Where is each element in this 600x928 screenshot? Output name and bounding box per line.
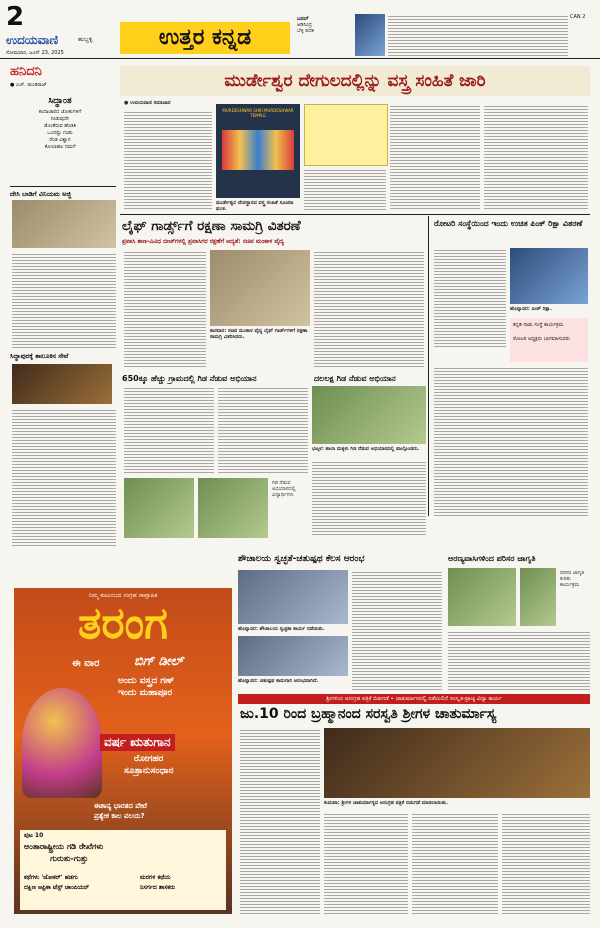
taranga-big-deal: ಬಿಗ್ ಡೀಲ್	[134, 654, 184, 669]
plant-story-sidebar: ಗಿಡ ನೆಡುವ ಅಭಿಯಾನದಲ್ಲಿ ವಿದ್ಯಾರ್ಥಿಗಳು	[272, 480, 296, 498]
taranga-bottom-head-1: ಅಂತಾರಾಷ್ಟ್ರೀಯ ಗಡಿ ರೇಖೆಗಳು	[24, 842, 104, 851]
right-story-photo	[510, 248, 588, 304]
taranga-east-india: ಈಶಾನ್ಯ ಭಾರತದ ಪೇಟೆ	[94, 802, 147, 810]
tree-story-text	[312, 460, 426, 536]
plant-story-text-1	[124, 386, 214, 474]
top-story-caption: ಮುರ್ಡೇಶ್ವರ ದೇವಸ್ಥಾನದ ವಸ್ತ್ರ ಸಂಹಿತೆ ಸೂಚನಾ ಫಲಕ.	[216, 200, 294, 212]
section-title-box	[120, 22, 290, 54]
brand-name: ಉದಯವಾಣಿ	[6, 33, 59, 47]
taranga-tagline-2: ಇಂದು ಮಹಾಪೂರ	[118, 688, 173, 698]
top-story-col-3	[390, 104, 480, 210]
poem-line: ರೆಂಡ ವಿಶ್ವಾಸ	[49, 137, 71, 143]
bottom-story-photo	[324, 728, 590, 798]
poem-line: ಡೊಂಕೆರುವ ಹೆಂಡತಿ	[44, 123, 76, 129]
cleanliness-headline: ಶೌಚಾಲಯ ಸ್ವಚ್ಛತೆ-ಚತುಷ್ಪಥ ಕೆಲಸ ಆರಂಭ	[238, 554, 365, 564]
poem-title: ಸಿದ್ಧಾಂತ	[48, 96, 72, 106]
second-story-col-1	[124, 250, 206, 368]
poem-line: ಕಂದಾಚಾರದ ಜೋಕುಗಳಿಗೆ	[38, 109, 82, 115]
taranga-footer-left-1: ಕಥೆಗಳು 'ಜೋಕರ್' ಹಡಗು	[24, 874, 78, 881]
taranga-footer-right-2: ನಿಸರ್ಗದ ಶಾಸಕರು	[140, 884, 176, 891]
tree-story-caption: ಭಟ್ಕಳ: ಶಾಲಾ ಮಕ್ಕಳು ಗಿಡ ನೆಡುವ ಅಭಿಯಾನದಲ್ಲಿ ಪಾಲ್ಗೊಂಡರು.	[312, 446, 420, 452]
environment-sidebar: ಪರಿಸರ ಜಾಗೃತಿ ಕುರಿತು ಕಾರ್ಯಕ್ರಮ	[560, 570, 585, 588]
top-story-headline: ಮುರ್ಡೇಶ್ವರ ದೇಗುಲದಲ್ಲಿನ್ನು ವಸ್ತ್ರ ಸಂಹಿತೆ ಜಾರಿ	[224, 71, 486, 91]
tree-story-photo	[312, 386, 426, 444]
hani-dani-author: ● ಎಚ್. ಡುಂಡಿರಾಜ್	[10, 82, 47, 88]
plant-story-photo-2	[198, 478, 268, 538]
taranga-east-india-2: ಪ್ರತ್ಯೇಕ ಕಾಲ ವಲಯ?	[94, 812, 145, 820]
environment-photo-1	[448, 568, 516, 626]
top-story-col-1	[124, 110, 212, 210]
taranga-title: ತರಂಗ	[78, 598, 168, 649]
top-story-col-4	[484, 104, 588, 210]
taranga-day: ಈ ವಾರ	[72, 658, 100, 669]
taranga-ad[interactable]	[14, 588, 232, 914]
cleanliness-photo-2	[238, 636, 348, 676]
corner-code: CAN 2	[570, 14, 586, 20]
cleanliness-photo-1	[238, 570, 348, 624]
second-story-subhead: ಪ್ರವಾಸಿ ತಾಣ-ವಿವಿಧ ಬೀಚ್‌ಗಳಲ್ಲಿ ಪ್ರವಾಸಿಗರ ರಕ್ಷಣೆಗೆ ಆದ್ಯತೆ: ಸಚಿವ ಮಂಕಾಳ ವೈದ್ಯ	[122, 238, 284, 245]
plant-story-text-2	[218, 386, 308, 474]
top-story-headline-box	[120, 66, 590, 96]
section-title: ಉತ್ತರ ಕನ್ನಡ	[158, 25, 252, 50]
poster-label: MURDESHWAR SHRI MURDESHWAR TEMPLE	[222, 108, 294, 118]
taranga-page-label: ಪುಟ 10	[24, 832, 44, 839]
right-story-col-2	[434, 366, 588, 516]
bottom-story-col-4	[502, 812, 590, 914]
bottom-story-caption: ಕುಮಟಾ: ಶ್ರೀಗಳ ಚಾತುರ್ಮಾಸ್ಯದ ಅನುಗ್ರಹ ಪತ್ರಿಕೆ ಬಿಡುಗಡೆ ಮಾಡಲಾಯಿತು.	[324, 800, 449, 806]
reporter-photo	[355, 14, 385, 56]
right-story-col-1	[434, 248, 506, 348]
top-story-rule	[120, 214, 590, 215]
left-story-1-headline: ದೇಸಿ ಬಾಡಿಗೆ ವಿನಿಯಮ ಅಜ್ಜಿ	[10, 190, 72, 198]
top-story-quote-box	[304, 104, 388, 166]
masthead	[0, 0, 600, 58]
environment-photo-2	[520, 568, 556, 626]
top-story-col-2	[304, 168, 386, 210]
left-story-1-text	[12, 252, 116, 350]
date-line: ಸೋಮವಾರ, ಜೂನ್ 23, 2025	[6, 50, 64, 56]
taranga-bottom-box	[20, 830, 226, 910]
taranga-umbrella-image	[22, 688, 102, 798]
taranga-remedy-2: ಸೂತ್ರಾನುಸಂಧಾನ	[124, 766, 174, 776]
environment-headline: ಅರಣ್ಯವಾಸಿಗಳಿಂದ ಪರಿಸರ ಜಾಗೃತಿ	[448, 554, 536, 563]
cleanliness-caption-2: ಹೊನ್ನಾವರ: ಚತುಷ್ಪಥ ಕಾಮಗಾರಿ ಆರಂಭವಾಗಿದೆ.	[238, 678, 319, 684]
taranga-tagline-1: ಅಂದು ವಸ್ತ್ರದ ಗಣ್	[118, 676, 175, 686]
taranga-remedy: ರೋಗಹರ	[134, 754, 164, 764]
left-story-2-photo	[12, 364, 112, 404]
bottom-story-col-2	[324, 812, 408, 914]
bottom-story-kicker: ಶ್ರೀಗಳಿಂದ ಅನುಗ್ರಹ ಪತ್ರಿಕೆ ಬಿಡುಗಡೆ • ಚಾತುರ್ಮಾಸದಲ್ಲಿ ನಡೆಯಲಿದೆ ಸಂಸ್ಕೃತ-ಪ್ರಾಚ್ಯ ವಿದ್ಯಾ ಕಾರ್ಯ	[238, 694, 590, 704]
tree-story-headline: ದಲಲಕ್ಷ ಗಿಡ ನೆಡುವ ಅಭಿಯಾನ	[314, 374, 396, 383]
left-story-1-photo	[12, 200, 116, 248]
right-story-caption: ಹೊನ್ನಾವರ: ಪಿಂಕ್ ರಿಕ್ಷಾ.	[510, 306, 553, 312]
hani-dani-panel	[10, 64, 110, 184]
bottom-story-col-3	[412, 812, 498, 914]
plant-story-headline: 650ಕ್ಕೂ ಹೆಚ್ಚು ಗ್ರಾಮದಲ್ಲಿ ಗಿಡ ನೆಡುವ ಅಭಿಯಾನ	[122, 374, 257, 383]
right-story-divider	[428, 216, 429, 516]
poem-body	[10, 109, 110, 151]
cleanliness-caption-1: ಹೊನ್ನಾವರ: ಶೌಚಾಲಯ ಸ್ವಚ್ಛತಾ ಕಾರ್ಯ ನಡೆಯಿತು.	[238, 626, 325, 632]
poem-line: ನೀಡುವುದೇ	[51, 116, 69, 122]
poster-figures	[222, 130, 294, 170]
reporter-tag-line-2: ಆಡಿನಿಂದ್ರ	[297, 22, 312, 28]
plant-story-photo-1	[124, 478, 194, 538]
cleanliness-text	[352, 570, 442, 690]
environment-text	[448, 630, 590, 692]
taranga-footer-left-2: ದಕ್ಷಿಣ ಆಫ್ರಿಕಾ ಟೆಸ್ಟ್ ಚಾಂಪಿಯನ್	[24, 884, 90, 891]
second-story-photo	[210, 250, 310, 326]
reporter-tag-line-3: ಬೆಳ್ಳಿ ಪದಕ	[297, 28, 314, 34]
taranga-monsoon: ವರ್ಷ ಋತುಗಾನ	[100, 734, 175, 751]
hani-dani-logo: ಹನಿದನಿ	[10, 64, 42, 79]
top-story-dateline: ● ಉದಯವಾಣಿ ಸಮಾಚಾರ	[124, 100, 171, 106]
right-story-bullet-box	[510, 318, 588, 362]
right-story-headline: ರೋಟರಿ ಸಂಸ್ಥೆಯಿಂದ ಇಂದು ಉಚಿತ ಪಿಂಕ್ ರಿಕ್ಷಾ ವಿತರಣೆ	[434, 219, 583, 228]
reporter-tag	[297, 16, 353, 56]
city-name: ಹುಬ್ಬಳ್ಳಿ	[78, 36, 93, 43]
taranga-bottom-head-2: ಗುರುತು-ಗುತ್ತು	[50, 854, 89, 863]
bottom-story-headline: ಜು.10 ರಿಂದ ಬ್ರಹ್ಮಾನಂದ ಸರಸ್ವತಿ ಶ್ರೀಗಳ ಚಾತುರ್ಮಾಸ್ಯ	[240, 706, 497, 722]
header-brief-text	[388, 14, 568, 56]
poem-line: ಒಂದಷ್ಟು ಗಂಡು	[47, 130, 73, 136]
taranga-strap: ನಿಮ್ಮ ಕುಟುಂಬದ ಸಂಗ್ರಹ ಸಾಪ್ತಾಹಿಕ	[88, 592, 158, 599]
bottom-story-col-1	[240, 728, 320, 914]
top-story-poster	[216, 104, 300, 198]
second-story-caption: ಕಾರವಾರ: ಸಚಿವ ಮಂಕಾಳ ವೈದ್ಯ ಲೈಫ್ ಗಾರ್ಡ್‌ಗಳಿಗೆ ರಕ್ಷಣಾ ಸಾಮಗ್ರಿ ವಿತರಿಸಿದರು.	[210, 328, 308, 340]
taranga-footer-right-1: ಮರಗಳ ಕಥೆಯ	[140, 874, 171, 881]
header-rule	[0, 58, 600, 59]
second-story-col-2	[314, 250, 424, 368]
right-story-bullet: ರೋಟರಿ ಅಧ್ಯಕ್ಷರು ಭಾಗವಹಿಸುವರು	[513, 336, 570, 342]
right-story-bullet: ಕನ್ನಡಿ ನಾಡು ಸಂಸ್ಥೆ ಕಾರ್ಯಕ್ರಮ	[513, 322, 564, 328]
poem-line: ಕೋಲಾಹಲ ನಮಗೆ	[44, 144, 76, 150]
left-story-2-text	[12, 408, 116, 546]
reporter-tag-line-1: ಬದಲ್	[297, 16, 309, 22]
left-story-2-headline: ಸಿದ್ಧಾಪುರಕ್ಕೆ ತಾಲೂಕಿನ ಸೇವೆ	[10, 352, 69, 360]
page-number: 2	[6, 2, 25, 32]
left-divider-1	[10, 186, 116, 187]
second-story-headline: ಲೈಫ್ ಗಾರ್ಡ್ಸ್‌ಗೆ ರಕ್ಷಣಾ ಸಾಮಗ್ರಿ ವಿತರಣೆ	[122, 218, 301, 234]
